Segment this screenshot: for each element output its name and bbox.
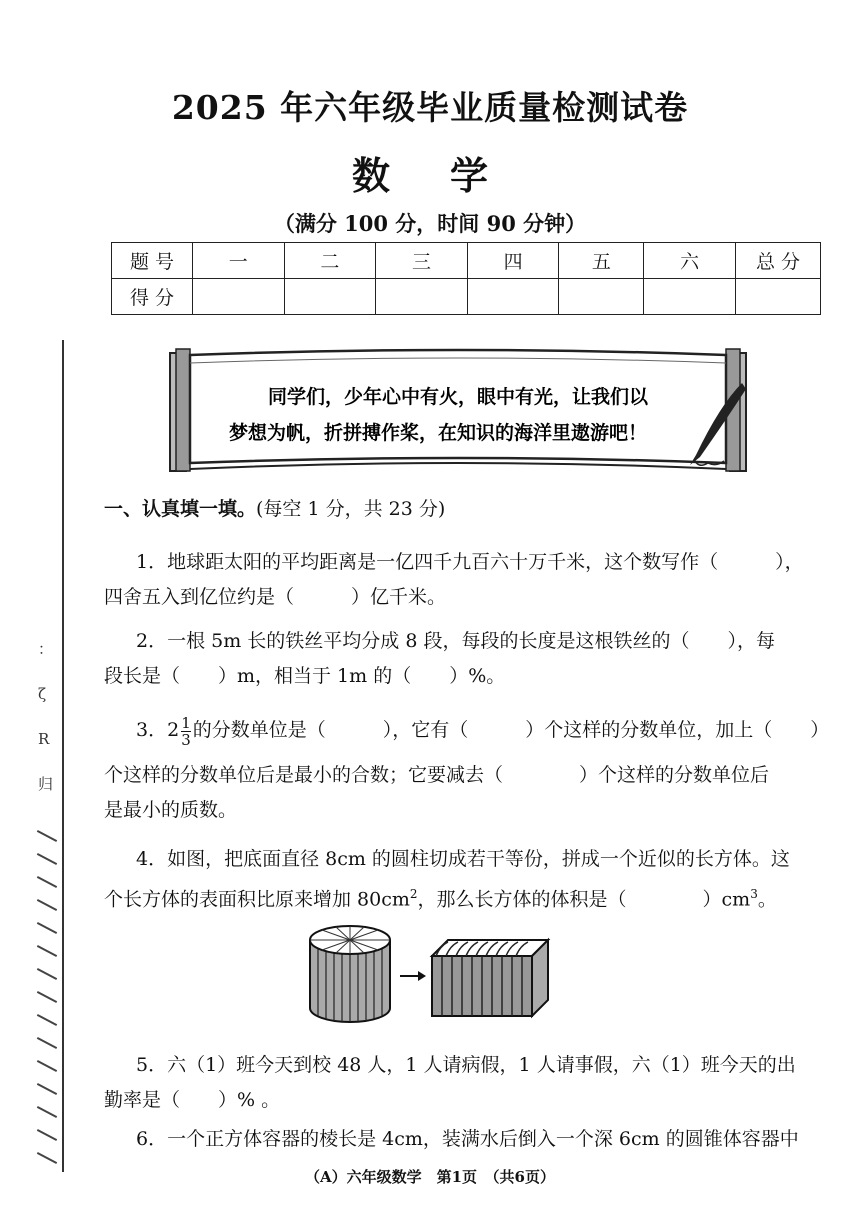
question-1-line-1: 1．地球距太阳的平均距离是一亿四千九百六十万千米，这个数写作（ ）， <box>136 551 804 573</box>
question-4-line-2 <box>104 877 834 917</box>
score-table-header-cell: 题 号 <box>112 243 193 279</box>
score-table <box>111 242 821 315</box>
score-cell[interactable] <box>736 279 821 315</box>
question-4-figure <box>300 918 560 1030</box>
score-table-score-row <box>112 279 821 315</box>
question-5-line-1: 5．六（1）班今天到校 48 人，1 人请病假，1 人请事假，六（1）班今天的出 <box>136 1054 796 1076</box>
motivation-banner <box>168 345 748 480</box>
question-2 <box>104 624 834 694</box>
question-1-line-2: 四舍五入到亿位约是（ ）亿千米。 <box>104 586 447 608</box>
binding-dash <box>37 853 57 865</box>
question-4-line-2-c: 。 <box>757 888 777 911</box>
superscript-3: 3 <box>750 887 758 901</box>
binding-dash <box>37 1060 57 1072</box>
question-3 <box>104 710 834 828</box>
mixed-fraction <box>181 715 191 748</box>
question-3-line-3: 是最小的质数。 <box>104 799 238 821</box>
binding-margin-char: 归 <box>38 775 54 793</box>
fraction-denominator: 3 <box>181 730 191 749</box>
binding-line <box>62 340 64 1172</box>
binding-dash <box>37 922 57 934</box>
binding-margin-char: ζ <box>38 685 47 703</box>
score-table-header-row <box>112 243 821 279</box>
question-3-line-1 <box>104 710 834 750</box>
sliced-cylinder-icon <box>310 926 390 1022</box>
question-6 <box>104 1122 834 1157</box>
question-2-line-2: 段长是（ ）m，相当于 1m 的（ ）%。 <box>104 665 506 687</box>
question-4 <box>104 842 834 917</box>
score-cell[interactable] <box>559 279 644 315</box>
question-6-line-1: 6．一个正方体容器的棱长是 4cm，装满水后倒入一个深 6cm 的圆锥体容器中 <box>136 1128 799 1150</box>
score-cell[interactable] <box>193 279 285 315</box>
exam-note: （满分 100 分，时间 90 分钟） <box>273 211 587 236</box>
question-3-line-2: 个这样的分数单位后是最小的合数；它要减去（ ）个这样的分数单位后 <box>104 764 770 786</box>
banner-line-1: 同学们，少年心中有火，眼中有光，让我们以 <box>267 386 649 408</box>
binding-dash <box>37 876 57 888</box>
superscript-2: 2 <box>409 887 418 901</box>
score-table-header-cell: 三 <box>376 243 468 279</box>
binding-dash <box>37 945 57 957</box>
score-cell[interactable] <box>644 279 736 315</box>
binding-dash <box>37 1083 57 1095</box>
subject-title: 数学 <box>351 153 548 198</box>
score-cell[interactable] <box>376 279 468 315</box>
question-4-line-1: 4．如图，把底面直径 8cm 的圆柱切成若干等份，拼成一个近似的长方体。这 <box>136 848 790 870</box>
binding-margin-char: R <box>38 730 50 748</box>
score-cell[interactable] <box>467 279 559 315</box>
section-heading <box>104 494 445 521</box>
question-4-line-2-a: 个长方体的表面积比原来增加 80cm <box>104 888 410 911</box>
binding-dash <box>37 991 57 1003</box>
score-cell[interactable] <box>284 279 376 315</box>
binding-dash <box>37 968 57 980</box>
question-3-line-1-rest: 的分数单位是（ ），它有（ ）个这样的分数单位，加上（ ） <box>192 719 830 741</box>
score-table-header-cell: 四 <box>467 243 559 279</box>
question-5 <box>104 1048 834 1118</box>
binding-dash <box>37 1129 57 1141</box>
question-2-line-1: 2．一根 5m 长的铁丝平均分成 8 段，每段的长度是这根铁丝的（ ），每 <box>136 630 775 652</box>
binding-dash <box>37 1037 57 1049</box>
binding-dash <box>37 1106 57 1118</box>
binding-margin-char: ： <box>38 640 54 658</box>
fraction-numerator: 1 <box>181 713 191 732</box>
score-table-header-cell: 总 分 <box>736 243 821 279</box>
score-table-header-cell: 一 <box>193 243 285 279</box>
binding-dash <box>37 899 57 911</box>
exam-title: 2025 年六年级毕业质量检测试卷 <box>171 88 689 127</box>
banner-line-2: 梦想为帆，折拼搏作桨，在知识的海洋里遨游吧！ <box>228 422 648 444</box>
score-table-header-cell: 二 <box>284 243 376 279</box>
question-5-line-2: 勤率是（ ）% 。 <box>104 1089 281 1111</box>
section-title: 一、认真填一填。 <box>104 498 257 520</box>
binding-dash <box>37 1152 57 1164</box>
rearranged-cuboid-icon <box>432 940 548 1016</box>
page-footer: （A）六年级数学 第1页 （共6页） <box>304 1168 555 1186</box>
right-arrow-icon <box>400 971 426 981</box>
section-points: (每空 1 分，共 23 分) <box>256 498 446 520</box>
score-table-header-cell: 六 <box>644 243 736 279</box>
question-1 <box>104 545 834 615</box>
binding-dash <box>37 830 57 842</box>
score-table-header-cell: 五 <box>559 243 644 279</box>
score-table-score-label: 得 分 <box>112 279 193 315</box>
question-4-line-2-b: ，那么长方体的体积是（ ）cm <box>417 888 751 911</box>
question-3-prefix: 3．2 <box>136 719 180 741</box>
binding-dash <box>37 1014 57 1026</box>
